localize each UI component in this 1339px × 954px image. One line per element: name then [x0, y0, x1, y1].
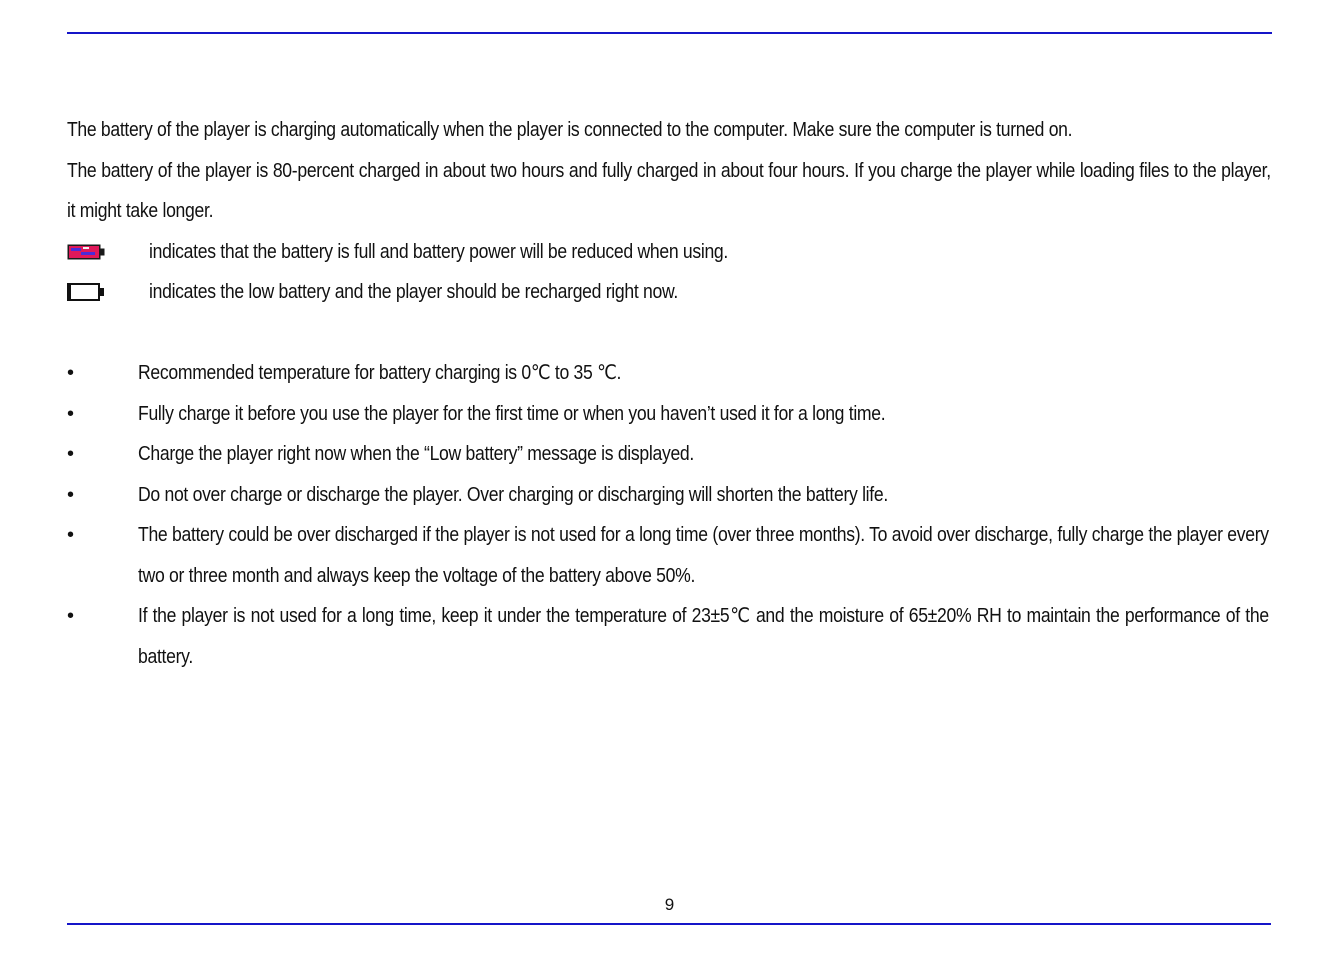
bullet-icon: • [67, 605, 74, 627]
list-item-text: The battery could be over discharged if the player is not used for a long time (over three months). To avoid over discharge, fully charge the player every two or three month and always keep the voltage of the battery above 50%. [138, 524, 1269, 587]
bullet-icon: • [67, 483, 74, 506]
bottom-rule [67, 923, 1271, 925]
page-content [67, 110, 1271, 677]
bullet-icon: • [67, 402, 74, 425]
list-item [67, 434, 1271, 475]
list-item [67, 475, 1271, 516]
low-battery-description: indicates the low battery and the player should be recharged right now. [149, 281, 678, 303]
list-item-text: Do not over charge or discharge the player. Over charging or discharging will shorten the battery life. [138, 483, 888, 506]
section-spacer [67, 313, 1271, 354]
full-battery-icon [67, 242, 105, 262]
bullet-icon: • [67, 443, 74, 465]
paragraph-charging-auto-text: The battery of the player is charging automatically when the player is connected to the computer. Make sure the computer is turned on. [67, 119, 1073, 141]
top-rule [67, 32, 1272, 34]
bullet-icon: • [67, 524, 74, 546]
list-item [67, 353, 1271, 394]
low-battery-icon [67, 282, 105, 302]
list-item-text: Recommended temperature for battery charging is 0℃ to 35 ℃. [138, 362, 622, 384]
battery-tips-list [67, 353, 1271, 677]
bullet-icon: • [67, 362, 74, 384]
list-item [67, 515, 1271, 596]
paragraph-charging-time: The battery of the player is 80-percent charged in about two hours and fully charged in about four hours. If you charge the player while loading files to the player, it might take longer. [67, 159, 1271, 222]
paragraph-charging-auto [67, 110, 1271, 151]
list-item-text: Charge the player right now when the “Low battery” message is displayed. [138, 443, 694, 465]
page-number: 9 [664, 895, 675, 914]
list-item-text: Fully charge it before you use the player for the first time or when you haven’t used it for a long time. [138, 402, 886, 425]
list-item [67, 596, 1271, 677]
list-item-text: If the player is not used for a long time, keep it under the temperature of 23±5℃ and the moisture of 65±20% RH to maintain the performance of the battery. [138, 605, 1269, 668]
full-battery-description: indicates that the battery is full and battery power will be reduced when using. [149, 240, 728, 263]
list-item [67, 394, 1271, 435]
full-battery-row [67, 232, 1271, 273]
low-battery-row [67, 272, 1271, 313]
